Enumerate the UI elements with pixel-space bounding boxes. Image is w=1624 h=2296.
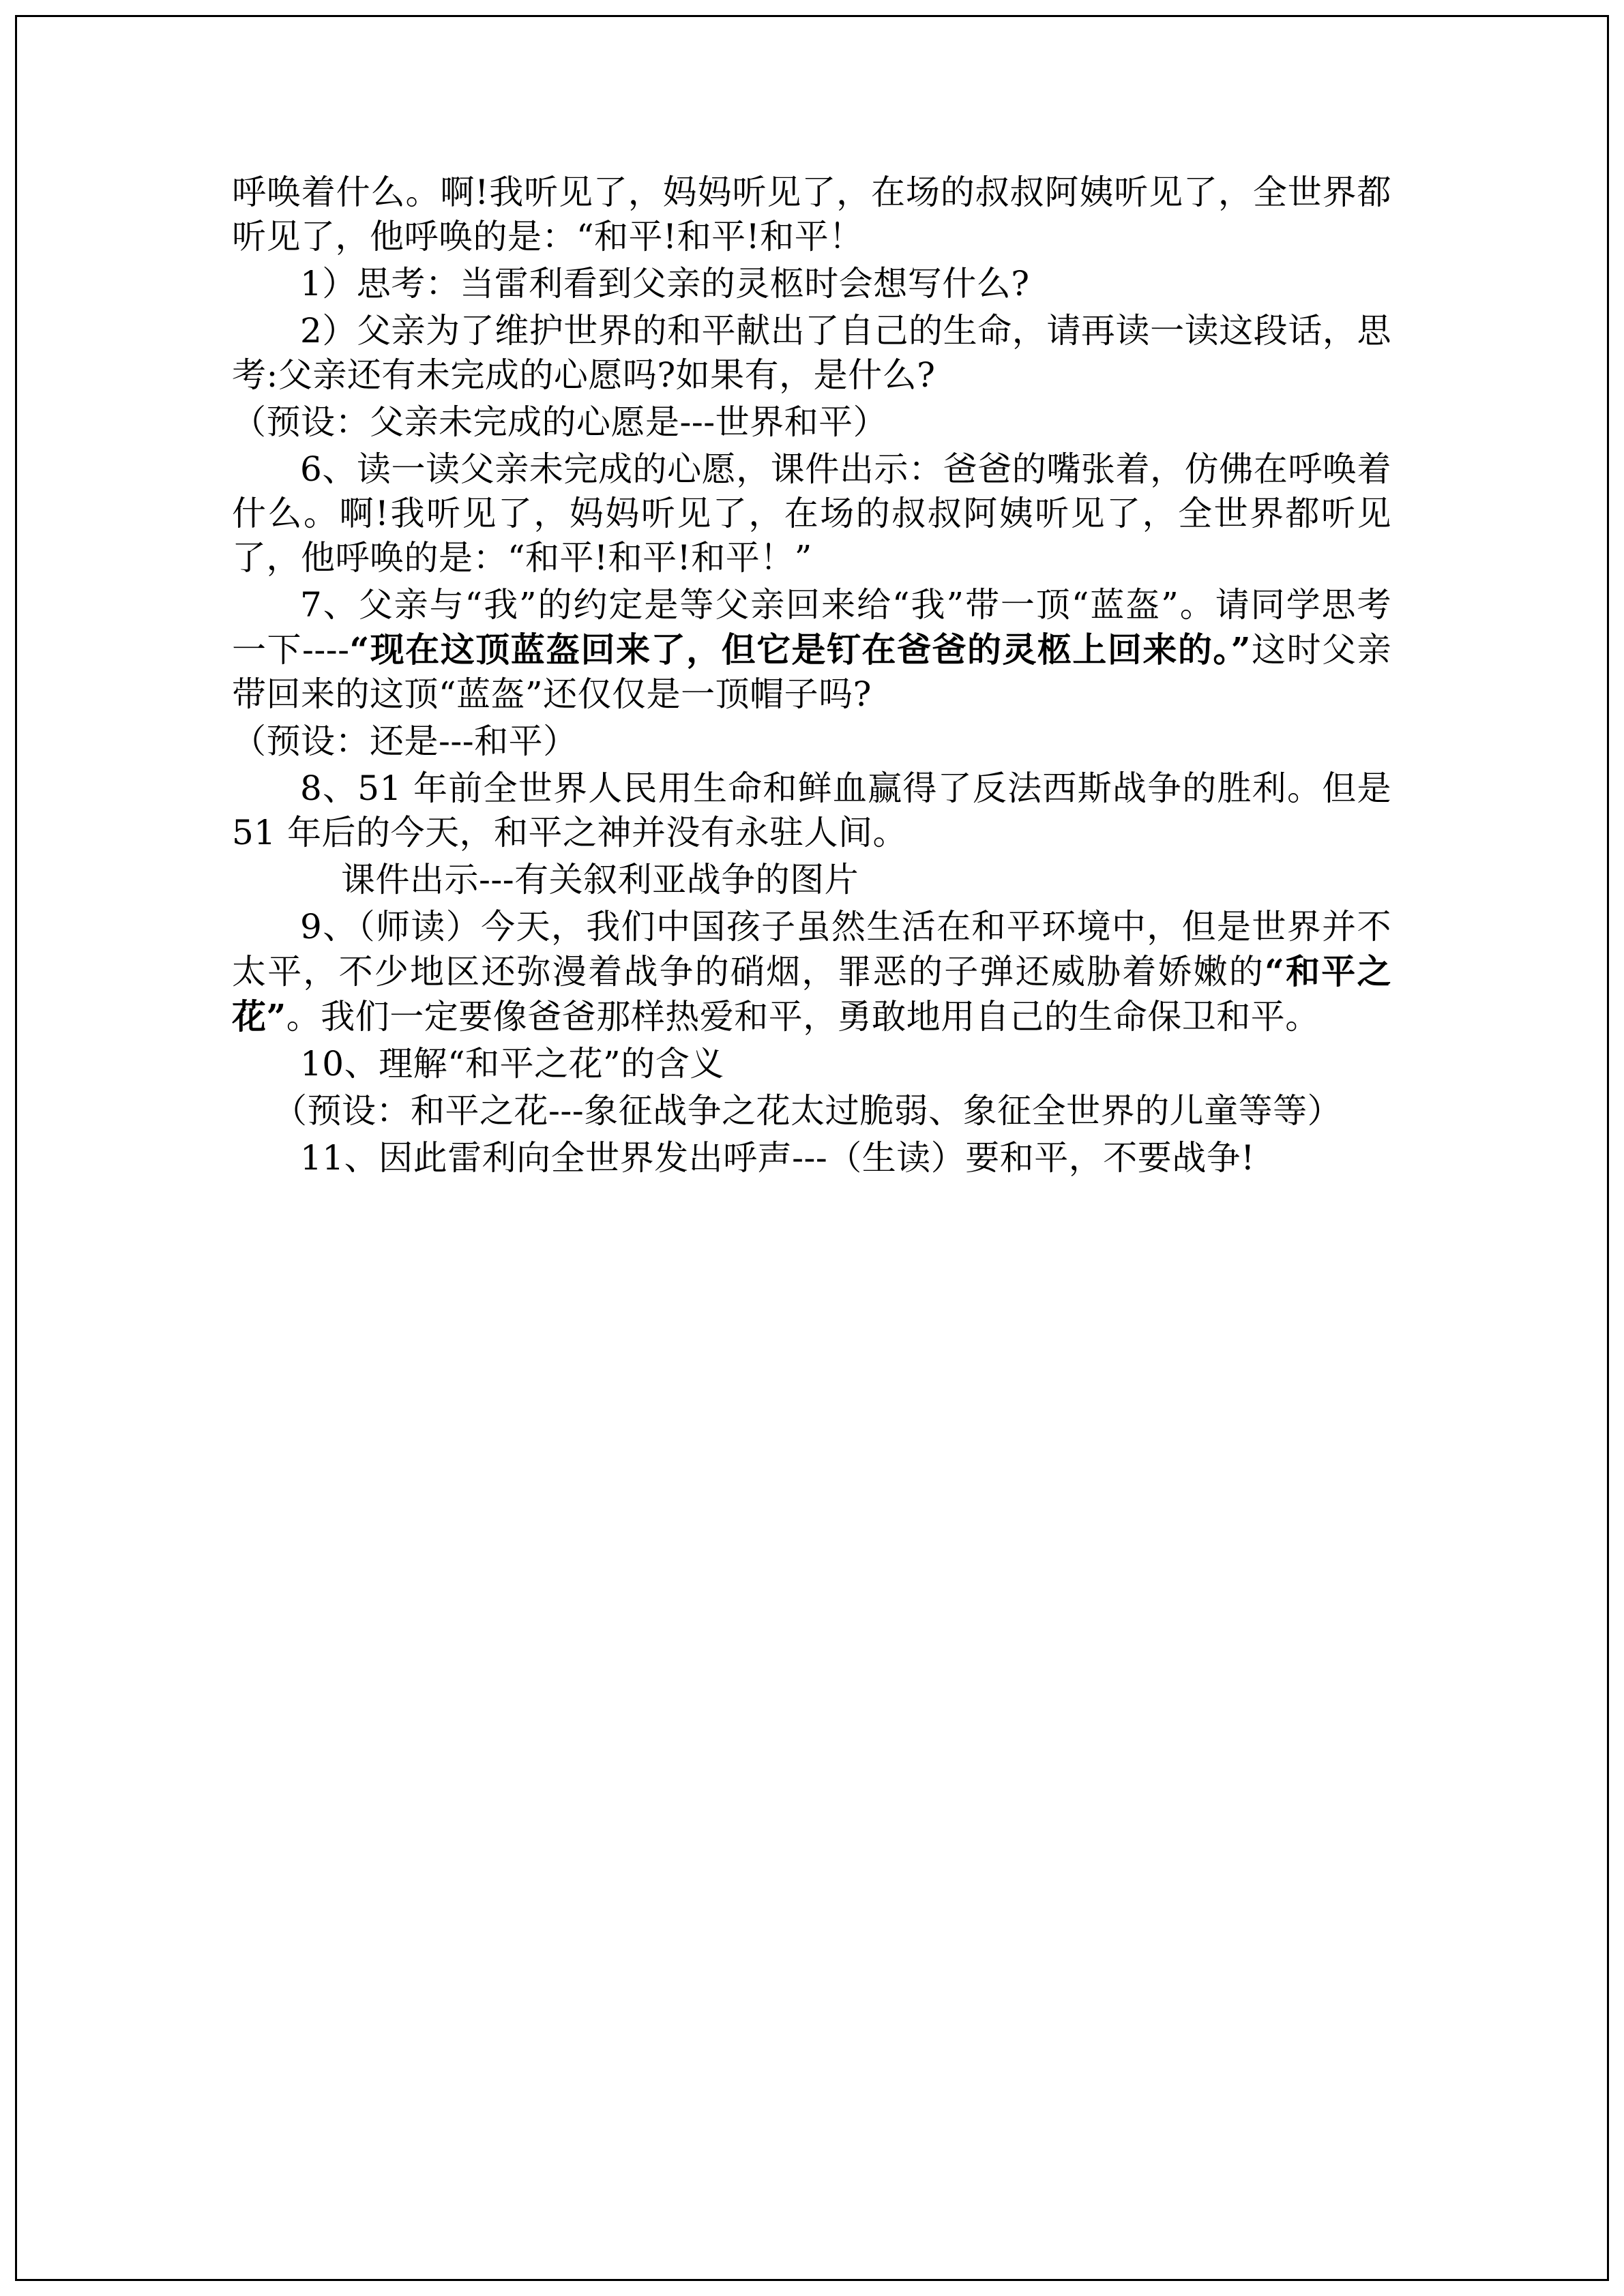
paragraph: 课件出示---有关叙利亚战争的图片 <box>341 860 859 899</box>
paragraph: 2）父亲为了维护世界的和平献出了自己的生命，请再读一读这段话，思考:父亲还有未完成的心愿吗?如果有，是什么? <box>232 311 1391 395</box>
paragraph: 呼唤着什么。啊!我听见了，妈妈听见了，在场的叔叔阿姨听见了，全世界都听见了，他呼唤的是：“和平!和平!和平！ <box>232 173 1391 256</box>
paragraph: 10、理解“和平之花”的含义 <box>300 1044 724 1084</box>
paragraph-part-bold: “和平之花” <box>232 951 1392 1037</box>
paragraph-mixed <box>232 905 1391 1039</box>
paragraph-part: 9、（师读）今天，我们中国孩子虽然生活在和平环境中，但是世界并不太平，不少地区还弥漫着战争的硝烟，罪恶的子弹还威胁着娇嫩的 <box>232 907 1391 992</box>
paragraph: 1）思考：当雷利看到父亲的灵柩时会想写什么? <box>300 264 1030 303</box>
paragraph-part: 这时父亲带回来的这顶“蓝盔”还仅仅是一顶帽子吗? <box>232 630 1392 714</box>
paragraph-part-bold: “现在这顶蓝盔回来了，但它是钉在爸爸的灵柩上回来的。” <box>349 629 1252 670</box>
paragraph-mixed <box>232 583 1391 717</box>
paragraph: 8、51 年前全世界人民用生命和鲜血赢得了反法西斯战争的胜利。但是 51 年后的今天，和平之神并没有永驻人间。 <box>232 769 1391 852</box>
document-body <box>232 170 1391 1183</box>
paragraph-part: 。我们一定要像爸爸那样热爱和平，勇敢地用自己的生命保卫和平。 <box>286 997 1320 1037</box>
paragraph: （预设：父亲未完成的心愿是---世界和平） <box>232 402 888 442</box>
paragraph-part: 7、父亲与“我”的约定是等父亲回来给“我”带一顶“蓝盔”。请同学思考一下---- <box>232 585 1391 670</box>
paragraph: 11、因此雷利向全世界发出呼声---（生读）要和平，不要战争! <box>300 1138 1255 1178</box>
paragraph: （预设：和平之花---象征战争之花太过脆弱、象征全世界的儿童等等） <box>273 1091 1342 1131</box>
paragraph: （预设：还是---和平） <box>232 721 578 761</box>
paragraph: 6、读一读父亲未完成的心愿，课件出示：爸爸的嘴张着，仿佛在呼唤着什么。啊!我听见了，妈妈听见了，在场的叔叔阿姨听见了，全世界都听见了，他呼唤的是：“和平!和平!和平！” <box>232 449 1391 578</box>
